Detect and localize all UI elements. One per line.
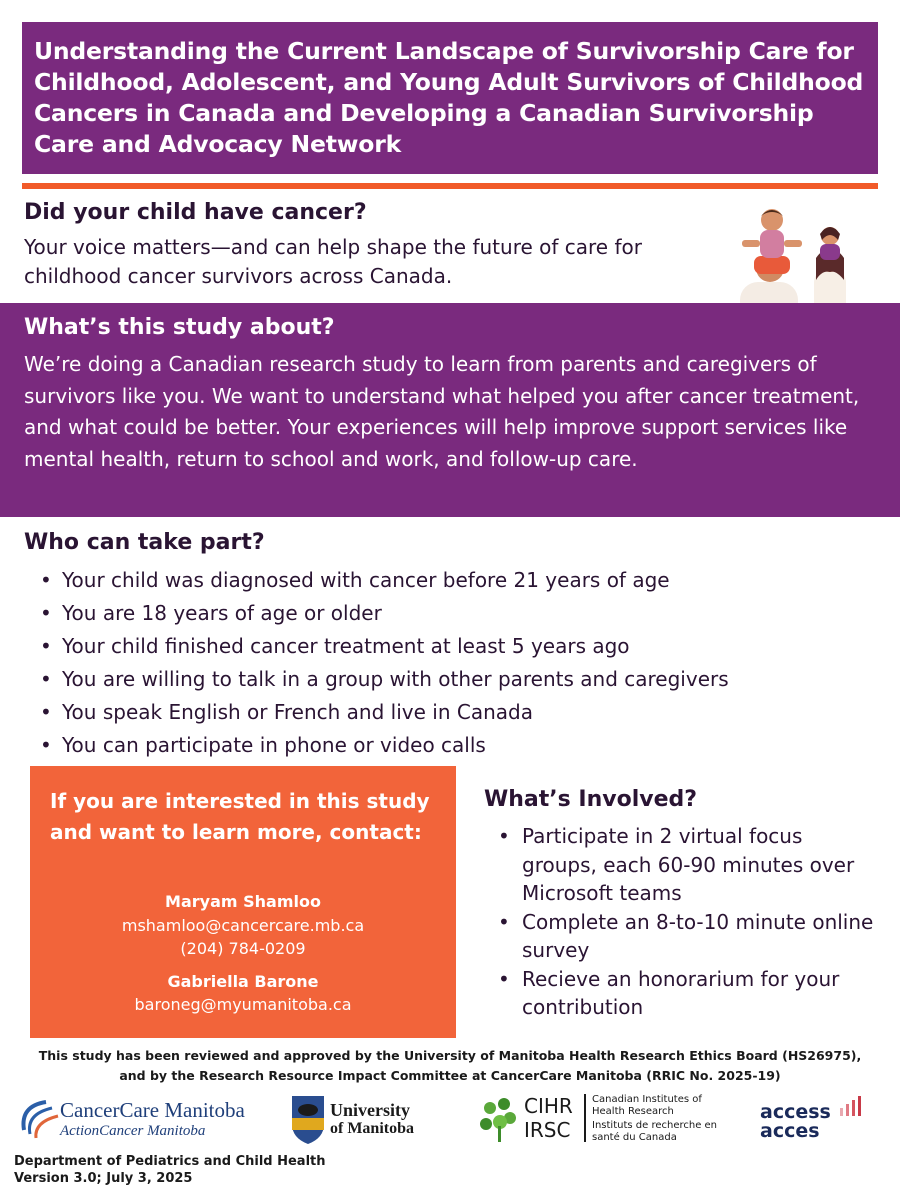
logo-divider xyxy=(584,1094,586,1142)
maple-leaf-icon xyxy=(476,1094,520,1144)
contact-heading: If you are interested in this study and want to learn more, contact: xyxy=(50,789,430,844)
eligibility-heading: Who can take part? xyxy=(24,530,265,555)
about-text: We’re doing a Canadian research study to learn from parents and caregivers of survivors like you. We want to understand what helped you after cancer treatment, and what could be better. Your experiences will help improve support services like mental health, return to school and work, and follow-up care. xyxy=(24,352,860,471)
eligibility-list xyxy=(38,564,729,762)
university-of-manitoba-logo xyxy=(290,1090,430,1148)
manitoba-logo-text: of Manitoba xyxy=(330,1120,414,1137)
bars-icon xyxy=(838,1094,868,1116)
contact-name: Maryam Shamloo xyxy=(165,892,321,911)
intro-heading: Did your child have cancer? xyxy=(24,200,367,225)
list-item: • Recieve an honorarium for your contribution xyxy=(496,965,876,1022)
acces-text: acces xyxy=(760,1120,820,1142)
contact-box xyxy=(30,766,456,1038)
contact-email-link[interactable]: baroneg@myumanitoba.ca xyxy=(134,995,352,1014)
involved-list xyxy=(496,822,876,1022)
list-item: • Your child was diagnosed with cancer before 21 years of age xyxy=(38,564,729,597)
access-acces-logo xyxy=(760,1094,870,1146)
cancercare-logo-text: CancerCare Manitoba xyxy=(60,1098,245,1122)
divider-rule xyxy=(22,183,878,189)
study-about-section xyxy=(0,303,900,517)
title-banner xyxy=(22,22,878,174)
list-item: • Your child finished cancer treatment at least 5 years ago xyxy=(38,630,729,663)
contact-email-link[interactable]: mshamloo@cancercare.mb.ca xyxy=(121,916,365,935)
list-item: • Participate in 2 virtual focus groups, each 60-90 minutes over Microsoft teams xyxy=(496,822,876,908)
contact-phone[interactable]: (204) 784-0209 xyxy=(180,939,306,958)
list-item: • Complete an 8-to-10 minute online survey xyxy=(496,908,876,965)
irsc-text: IRSC xyxy=(524,1118,571,1142)
access-text: access xyxy=(760,1101,831,1123)
actioncancer-logo-text: ActionCancer Manitoba xyxy=(60,1123,206,1139)
list-item: • You can participate in phone or video calls xyxy=(38,729,729,762)
contact-name: Gabriella Barone xyxy=(167,972,319,991)
ethics-statement: This study has been reviewed and approved by the University of Manitoba Health Research Ethics Board (HS26975), and by the Research Resource Impact Committee at CancerCare Manitoba (RRIC No. 2025-19) xyxy=(38,1048,862,1083)
about-heading: What’s this study about? xyxy=(24,315,335,340)
cihr-irsc-logo xyxy=(476,1090,736,1148)
cihr-text: CIHR xyxy=(524,1094,573,1118)
footer xyxy=(14,1153,326,1187)
list-item: • You are 18 years of age or older xyxy=(38,597,729,630)
department-text: Department of Pediatrics and Child Health xyxy=(14,1154,326,1169)
intro-text: Your voice matters—and can help shape the future of care for childhood cancer survivors across Canada. xyxy=(24,235,642,288)
flyer-title: Understanding the Current Landscape of Survivorship Care for Childhood, Adolescent, and Young Adult Survivors of Childhood Cancers in Canada and Developing a Canadian Survivorship Care and Advocacy Network xyxy=(34,37,864,158)
cancercare-swirl-icon xyxy=(16,1096,62,1142)
involved-heading: What’s Involved? xyxy=(484,787,698,812)
bison-crest-icon xyxy=(290,1092,326,1146)
cancercare-manitoba-logo xyxy=(16,1092,256,1144)
version-text: Version 3.0; July 3, 2025 xyxy=(14,1171,193,1186)
cihr-name-en: Canadian Institutes of Health Research xyxy=(592,1094,702,1117)
cihr-name-fr: Instituts de recherche en santé du Canada xyxy=(592,1120,718,1143)
university-logo-text: University xyxy=(330,1100,410,1120)
list-item: • You are willing to talk in a group with other parents and caregivers xyxy=(38,663,729,696)
list-item: • You speak English or French and live in Canada xyxy=(38,696,729,729)
